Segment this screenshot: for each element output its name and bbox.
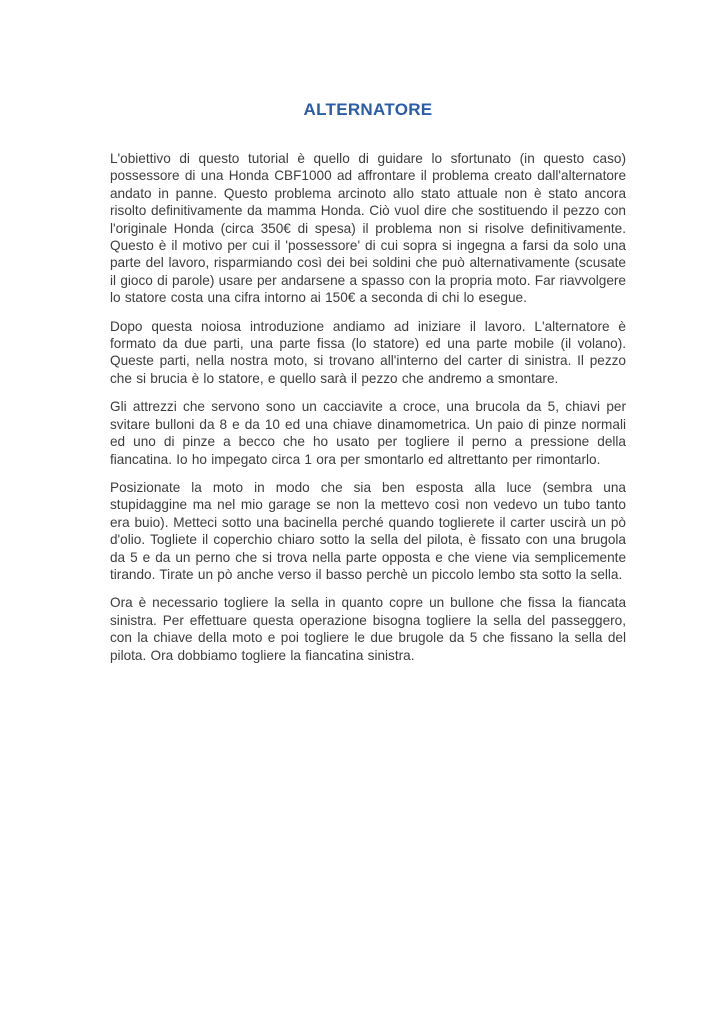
paragraph-intro: L'obiettivo di questo tutorial è quello di guidare lo sfortunato (in questo caso) possessore di una Honda CBF1000 ad affrontare il problema creato dall'alternatore andato in panne. Questo problema arcinoto allo stato attuale non è stato ancora risolto definitivamente da mamma Honda. Ciò vuol dire che sostituendo il pezzo con l'originale Honda (circa 350€ di spesa) il problema non si risolve definitivamente. Questo è il motivo per cui il 'possessore' di cui sopra si ingegna a farsi da solo una parte del lavoro, risparmiando così dei bei soldini che può alternativamente (scusate il gioco di parole) usare per andarsene a spasso con la propria moto. Far riavvolgere lo statore costa una cifra intorno ai 150€ a seconda di chi lo esegue. <box>110 151 626 306</box>
paragraph-tools: Gli attrezzi che servono sono un cacciavite a croce, una brucola da 5, chiavi per svitare bulloni da 8 e da 10 ed una chiave dinamometrica. Un paio di pinze normali ed uno di pinze a becco che ho usato per togliere il perno a pressione della fiancatina. Io ho impegato circa 1 ora per smontarlo ed altrettanto per rimontarlo. <box>110 399 626 467</box>
document-title: ALTERNATORE <box>303 100 433 119</box>
paragraph-alternator-parts: Dopo questa noiosa introduzione andiamo ad iniziare il lavoro. L'alternatore è formato da due parti, una parte fissa (lo statore) ed una parte mobile (il volano). Queste parti, nella nostra moto, si trovano all'interno del carter di sinistra. Il pezzo che si brucia è lo statore, e quello sarà il pezzo che andremo a smontare. <box>110 318 626 386</box>
paragraph-seat-removal: Ora è necessario togliere la sella in quanto copre un bullone che fissa la fiancata sinistra. Per effettuare questa operazione bisogna togliere la sella del passeggero, con la chiave della moto e poi togliere le due brugole da 5 che fissano la sella del pilota. Ora dobbiamo togliere la fiancatina sinistra. <box>110 595 626 663</box>
paragraph-positioning: Posizionate la moto in modo che sia ben esposta alla luce (sembra una stupidaggine ma nel mio garage se non la mettevo così non vedevo un tubo tanto era buio). Metteci sotto una bacinella perché quando toglierete il carter uscirà un pò d'olio. Togliete il coperchio chiaro sotto la sella del pilota, è fissato con una brugola da 5 e da un perno che si trova nella parte opposta e che viene via semplicemente tirando. Tirate un pò anche verso il basso perchè un piccolo lembo sta sotto la sella. <box>110 479 626 582</box>
